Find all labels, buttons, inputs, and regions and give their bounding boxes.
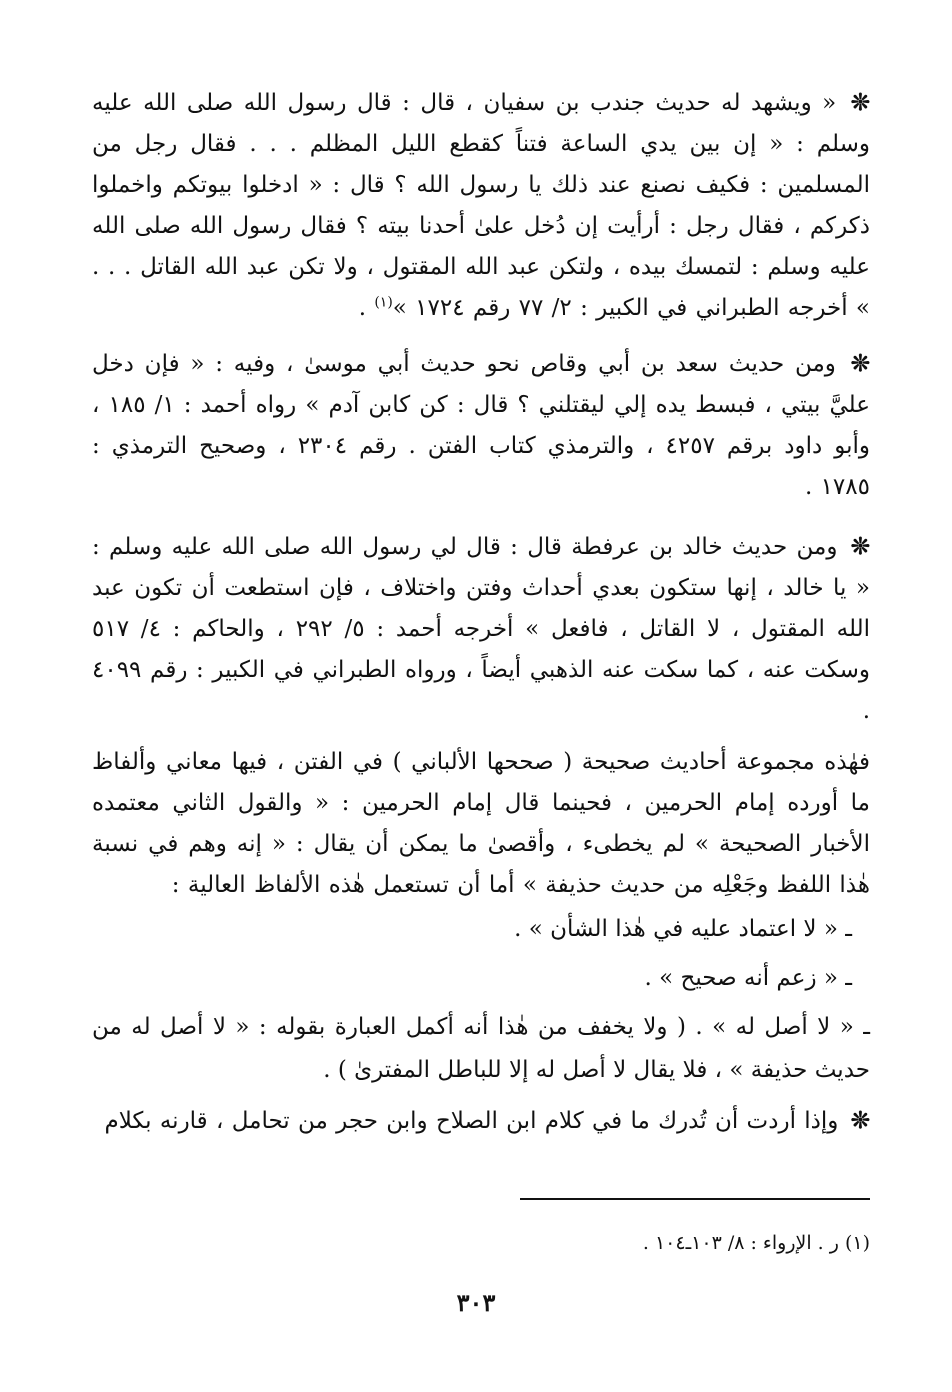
asterisk-icon: ❊ [850,350,870,377]
paragraph-khalid-hadith [92,526,870,732]
paragraph-comparison [92,1100,870,1142]
list-item-text: ـ « لا أصل له » . ( ولا يخفف من هٰذا أنه أكمل العبارة بقوله : « لا أصل له من حديث حذيفة » ، فلا يقال لا أصل له إلا للباطل المفترىٰ ) . [92,1014,870,1083]
footnote-text: (١) ر . الإرواء : ٨/ ١٠٣ـ١٠٤ . [642,1232,870,1254]
paragraph-summary [92,742,870,906]
list-item-no-reliance [92,908,870,951]
paragraph-text: ومن حديث سعد بن أبي وقاص نحو حديث أبي موسىٰ ، وفيه : « فإن دخل عليَّ بيتي ، فبسط يده إلي ليقتلني ؟ قال : كن كابن آدم » رواه أحمد : ١/ ١٨٥ ، وأبو داود برقم ٤٢٥٧ ، والترمذي كتاب الفتن . رقم ٢٣٠٤ ، وصحيح الترمذي : ١٧٨٥ . [92,351,871,500]
paragraph-text: « ويشهد له حديث جندب بن سفيان ، قال : قال رسول الله صلى الله عليه وسلم : « إن بين يدي الساعة فتناً كقطع الليل المظلم . . . فقال رجل من المسلمين : فكيف نصنع عند ذلك يا رسول الله ؟ قال : « ادخلوا بيوتكم واخملوا ذكركم ، فقال رجل : أرأيت إن دُخل علىٰ أحدنا بيته ؟ فقال رسول الله صلى الله عليه وسلم : لتمسك بيده ، ولتكن عبد الله المقتول ، ولا تكن عبد الله القاتل . . . » أخرجه الطبراني في الكبير : ٢/ ٧٧ رقم ١٧٢٤ » [92,90,870,321]
asterisk-icon: ❊ [850,533,870,560]
footnote-divider [520,1198,870,1200]
list-item-claimed-sahih [92,957,870,1000]
list-item-text: ـ « زعم أنه صحيح » . [644,965,852,991]
paragraph-tail: . [358,295,375,321]
asterisk-icon: ❊ [850,89,870,116]
paragraph-text: فهٰذه مجموعة أحاديث صحيحة ( صححها الألباني ) في الفتن ، فيها معاني وألفاظ ما أورده إمام الحرمين ، فحينما قال إمام الحرمين : « والقول الثاني معتمده الأخبار الصحيحة » لم يخطىء ، وأقصىٰ ما يمكن أن يقال : « إنه وهم في نسبة هٰذا اللفظ وجَعْلِه من حديث حذيفة » أما أن تستعمل هٰذه الألفاظ العالية : [92,749,870,898]
page-body [92,82,870,1392]
paragraph-jundub-hadith [92,82,870,329]
asterisk-icon: ❊ [850,1107,870,1134]
footnote-reference[interactable]: (١) [374,294,393,311]
paragraph-text: ومن حديث خالد بن عرفطة قال : قال لي رسول الله صلى الله عليه وسلم : « يا خالد ، إنها ستكون بعدي أحداث وفتن واختلاف ، فإن استطعت أن تكون عبد الله المقتول ، لا القاتل ، فافعل » أخرجه أحمد : ٥/ ٢٩٢ ، والحاكم : ٤/ ٥١٧ وسكت عنه ، كما سكت عنه الذهبي أيضاً ، ورواه الطبراني في الكبير : رقم ٤٠٩٩ . [92,534,871,724]
page-number: ٣٠٣ [456,1288,496,1317]
paragraph-saad-hadith [92,343,870,508]
list-item-text: ـ « لا اعتماد عليه في هٰذا الشأن » . [514,916,852,942]
list-item-no-origin [92,1006,870,1092]
footnote [92,1228,870,1258]
paragraph-text: وإذا أردت أن تُدرك ما في كلام ابن الصلاح وابن حجر من تحامل ، قارنه بكلام [104,1108,839,1134]
